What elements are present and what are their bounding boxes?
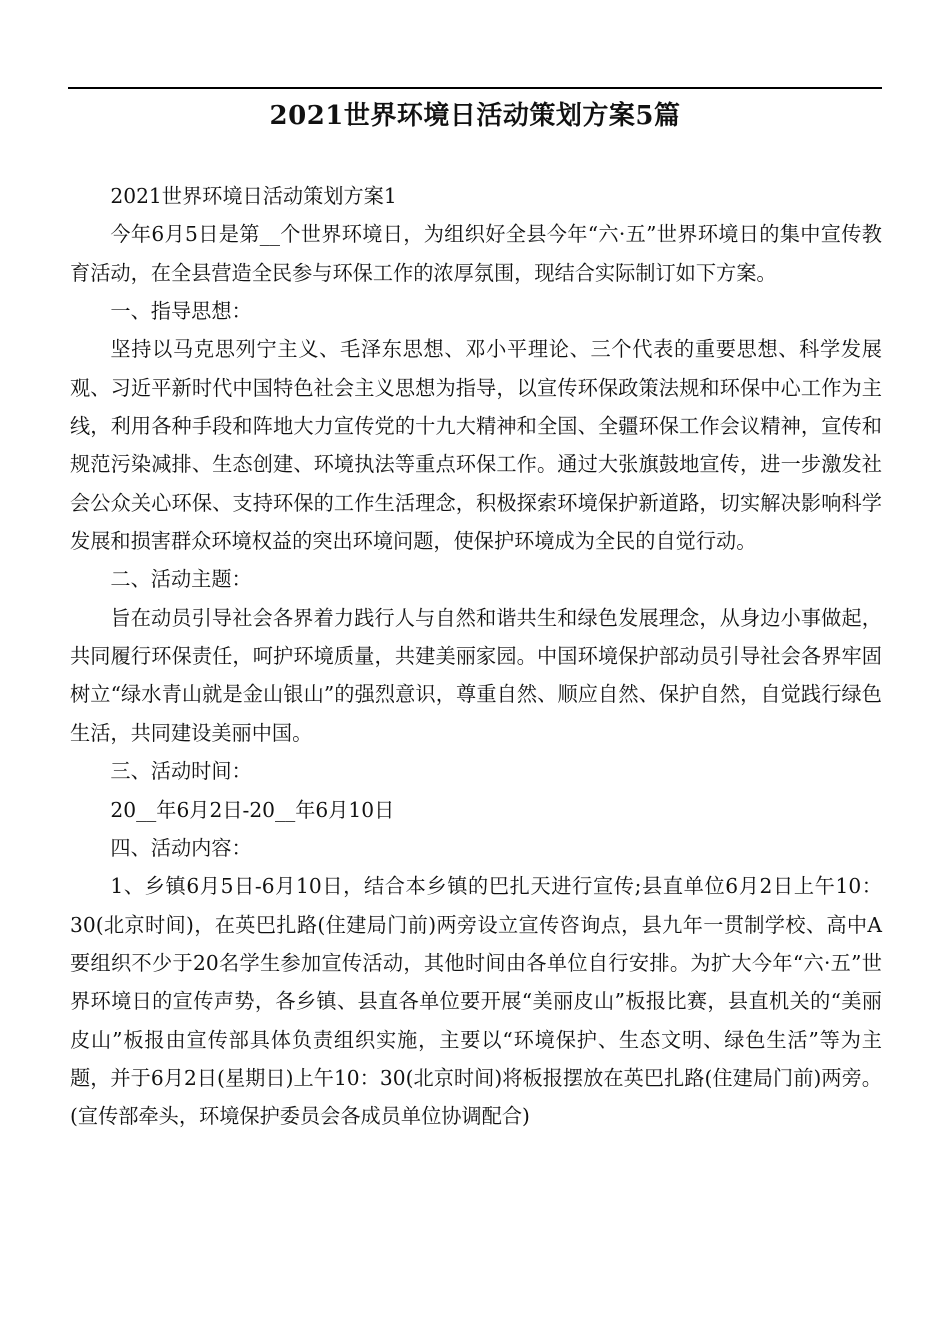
paragraph-intro: 今年6月5日是第__个世界环境日，为组织好全县今年“六·五”世界环境日的集中宣传教育活动，在全县营造全民参与环保工作的浓厚氛围，现结合实际制订如下方案。 <box>70 222 882 285</box>
section-heading-theme: 二、活动主题： <box>110 567 252 592</box>
document-title: 2021世界环境日活动策划方案5篇 <box>269 101 681 131</box>
document-body <box>70 177 882 1136</box>
paragraph-theme: 旨在动员引导社会各界着力践行人与自然和谐共生和绿色发展理念，从身边小事做起，共同履行环保责任，呵护环境质量，共建美丽家园。中国环境保护部动员引导社会各界牢固树立“绿水青山就是金山银山”的强烈意识，尊重自然、顺应自然、保护自然，自觉践行绿色生活，共同建设美丽中国。 <box>70 605 882 745</box>
section-heading-time: 三、活动时间： <box>110 759 252 784</box>
section-heading-content: 四、活动内容： <box>110 835 252 860</box>
paragraph-time: 20__年6月2日-20__年6月10日 <box>110 797 395 822</box>
header-rule <box>68 87 882 89</box>
paragraph-content-1: 1、乡镇6月5日-6月10日，结合本乡镇的巴扎天进行宣传;县直单位6月2日上午10：30(北京时间)，在英巴扎路(住建局门前)两旁设立宣传咨询点，县九年一贯制学校、高中A要组织不少于20名学生参加宣传活动，其他时间由各单位自行安排。为扩大今年“六·五”世界环境日的宣传声势，各乡镇、县直各单位要开展“美丽皮山”板报比赛，县直机关的“美丽皮山”板报由宣传部具体负责组织实施，主要以“环境保护、生态文明、绿色生活”等为主题，并于6月2日(星期日)上午10：30(北京时间)将板报摆放在英巴扎路(住建局门前)两旁。(宣传部牵头，环境保护委员会各成员单位协调配合) <box>70 874 882 1129</box>
section-heading-guiding-thought: 一、指导思想： <box>110 299 252 324</box>
paragraph-guiding-thought: 坚持以马克思列宁主义、毛泽东思想、邓小平理论、三个代表的重要思想、科学发展观、习近平新时代中国特色社会主义思想为指导，以宣传环保政策法规和环保中心工作为主线，利用各种手段和阵地大力宣传党的十九大精神和全国、全疆环保工作会议精神，宣传和规范污染减排、生态创建、环境执法等重点环保工作。通过大张旗鼓地宣传，进一步激发社会公众关心环保、支持环保的工作生活理念，积极探索环境保护新道路，切实解决影响科学发展和损害群众环境权益的突出环境问题，使保护环境成为全民的自觉行动。 <box>70 337 882 554</box>
paragraph-plan-heading: 2021世界环境日活动策划方案1 <box>110 184 397 208</box>
